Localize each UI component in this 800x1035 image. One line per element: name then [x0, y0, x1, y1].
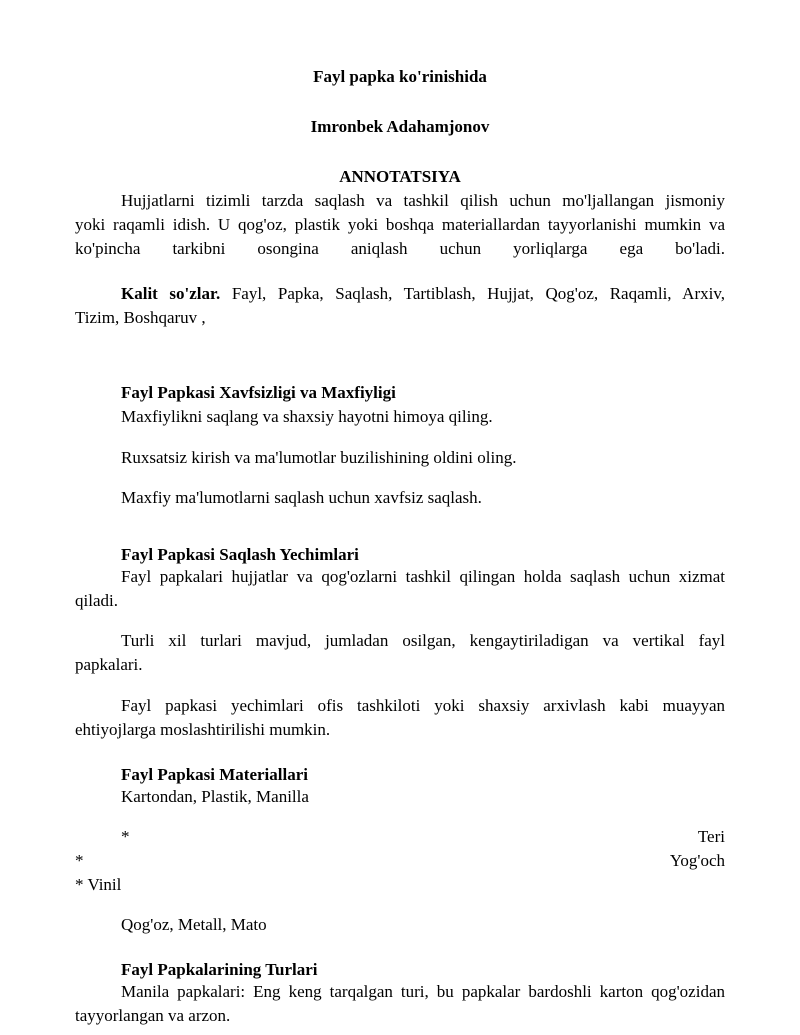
paragraph-line: Manila papkalari: Eng keng tarqalgan turi, bu papkalar bardoshli karton qog'ozidan [121, 982, 725, 1001]
paragraph-line: papkalari. [75, 655, 143, 674]
material-item: Teri [697, 827, 725, 846]
abstract-line: Hujjatlarni tizimli tarzda saqlash va tashkil qilish uchun mo'ljallangan jismoniy [121, 191, 725, 210]
material-item: * Vinil [75, 875, 122, 894]
keywords-list: Fayl, Papka, Saqlash, Tartiblash, Hujjat, Qog'oz, Raqamli, Arxiv, [231, 284, 725, 303]
author-name: Imronbek Adahamjonov [310, 117, 490, 136]
paragraph-line: Fayl papkasi yechimlari ofis tashkiloti yoki shaxsiy arxivlash kabi muayyan [121, 696, 725, 715]
keywords-line-2: Tizim, Boshqaruv , [75, 308, 206, 327]
paragraph: Qog'oz, Metall, Mato [121, 915, 267, 934]
paragraph: Maxfiylikni saqlang va shaxsiy hayotni himoya qiling. [121, 407, 493, 426]
paragraph-line: Fayl papkalari hujjatlar va qog'ozlarni tashkil qilingan holda saqlash uchun xizmat [121, 567, 725, 586]
paragraph-line: tayyorlangan va arzon. [75, 1006, 231, 1025]
abstract-line: yoki raqamli idish. U qog'oz, plastik yoki boshqa materiallardan tayyorlanishi mumkin va [75, 215, 725, 234]
bullet-star: * [75, 851, 84, 870]
material-item: Yog'och [669, 851, 725, 870]
document-title: Fayl papka ko'rinishida [313, 67, 487, 86]
paragraph: Kartondan, Plastik, Manilla [121, 787, 309, 806]
abstract-line: ko'pincha tarkibni osongina aniqlash uchun yorliqlarga ega bo'ladi. [75, 239, 725, 258]
paragraph: Ruxsatsiz kirish va ma'lumotlar buzilishining oldini oling. [121, 448, 517, 467]
section-heading-types: Fayl Papkalarining Turlari [121, 960, 318, 979]
paragraph-line: ehtiyojlarga moslashtirilishi mumkin. [75, 720, 331, 739]
section-heading-storage: Fayl Papkasi Saqlash Yechimlari [121, 545, 359, 564]
keywords-label: Kalit so'zlar. [121, 284, 221, 303]
abstract-heading: ANNOTATSIYA [339, 167, 461, 186]
keywords-line [121, 283, 725, 305]
bullet-star: * [121, 827, 130, 846]
paragraph: Maxfiy ma'lumotlarni saqlash uchun xavfsiz saqlash. [121, 488, 482, 507]
paragraph-line: qiladi. [75, 591, 118, 610]
section-heading-materials: Fayl Papkasi Materiallari [121, 765, 308, 784]
section-heading-security: Fayl Papkasi Xavfsizligi va Maxfiyligi [121, 383, 396, 402]
paragraph-line: Turli xil turlari mavjud, jumladan osilgan, kengaytiriladigan va vertikal fayl [121, 631, 725, 650]
